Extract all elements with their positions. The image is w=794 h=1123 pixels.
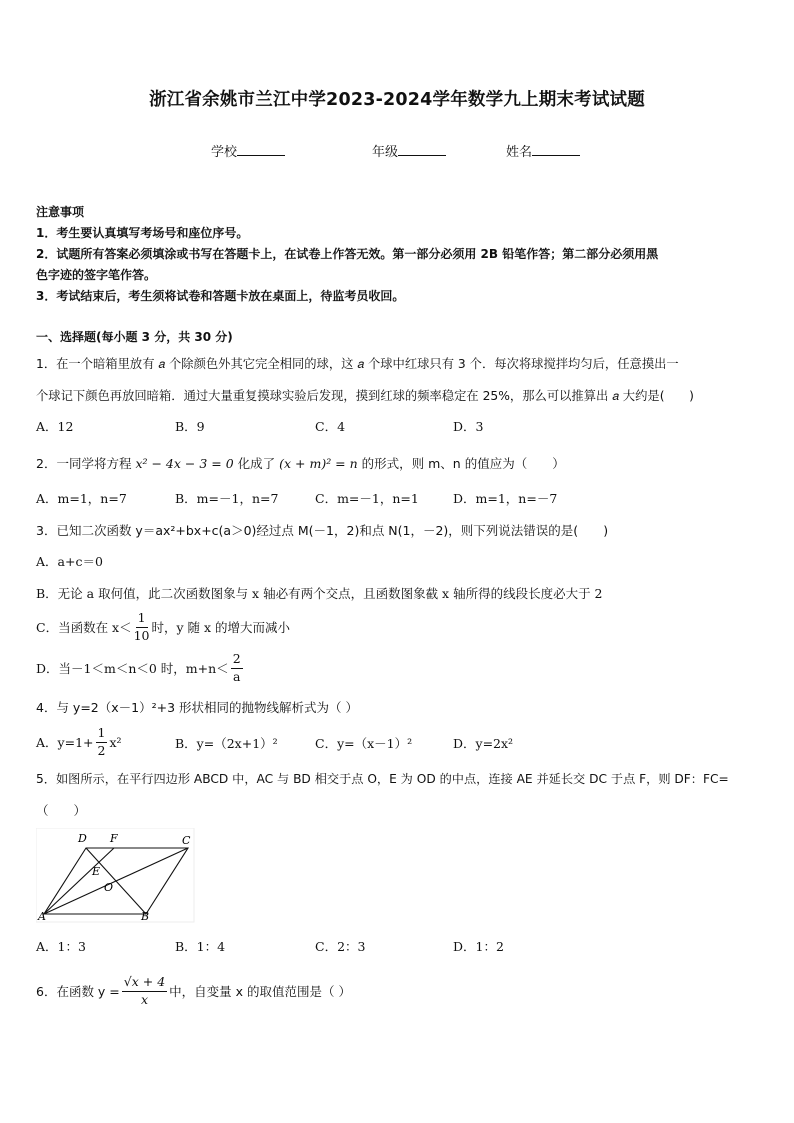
label-c: C xyxy=(182,834,191,847)
q3-c-post: 时，y 随 x 的增大而减小 xyxy=(151,620,291,635)
q3-d-fraction xyxy=(231,653,243,683)
q4-option-a xyxy=(36,724,122,760)
parallelogram-figure xyxy=(36,828,196,924)
q4-a-post: x² xyxy=(109,734,122,750)
q6-post: 中，自变量 x 的取值范围是（ ） xyxy=(169,984,351,999)
notice-item: 色字迹的签字笔作答。 xyxy=(36,268,157,282)
q6-pre: 6．在函数 y = xyxy=(36,984,120,999)
q2-equation: x² − 4x − 3 = 0 xyxy=(135,456,234,471)
q1-option-d: D．3 xyxy=(453,419,484,434)
name-blank xyxy=(532,143,580,156)
q1-option-b: B．9 xyxy=(175,419,205,434)
name-label: 姓名 xyxy=(506,145,533,160)
q1-stem-line2: 个球记下颜色再放回暗箱．通过大量重复摸球实验后发现，摸到红球的频率稳定在 25%，那么可以推算出 𝑎 大约是( ) xyxy=(36,389,694,403)
school-field xyxy=(211,141,285,160)
q3-option-a: A．a+c＝0 xyxy=(36,554,103,569)
q3-c-numerator: 1 xyxy=(136,612,148,628)
q4-option-d: D．y=2x² xyxy=(453,736,514,751)
q4-stem: 4．与 y=2（x－1）²+3 形状相同的抛物线解析式为（ ） xyxy=(36,700,358,715)
q6-denominator-text: x xyxy=(140,991,148,1007)
q2-prefix: 2．一同学将方程 xyxy=(36,456,136,471)
q6-numerator-text: √x + 4 xyxy=(123,974,166,989)
q4-option-b: B．y=（2x+1）² xyxy=(175,736,278,751)
q3-c-pre: C．当函数在 x＜ xyxy=(36,620,132,635)
q2-mid: 化成了 xyxy=(233,456,280,471)
q2-option-d: D．m=1，n=－7 xyxy=(453,491,558,506)
q3-c-denominator: 10 xyxy=(133,627,150,643)
q6-fraction xyxy=(122,976,167,1006)
name-field xyxy=(506,141,580,160)
q5-stem-line2: （ ） xyxy=(36,803,87,818)
q1-option-c: C．4 xyxy=(315,419,346,434)
q5-stem-line1: 5．如图所示，在平行四边形 ABCD 中，AC 与 BD 相交于点 O，E 为 OD 的中点，连接 AE 并延长交 DC 于点 F，则 DF：FC= xyxy=(36,772,729,786)
q2-option-b: B．m=－1，n=7 xyxy=(175,491,279,506)
q2-option-c: C．m=－1，n=1 xyxy=(315,491,419,506)
notice-item: 1．考生要认真填写考场号和座位序号。 xyxy=(36,226,249,240)
label-f: F xyxy=(110,832,118,845)
grade-field xyxy=(372,141,446,160)
school-blank xyxy=(237,143,285,156)
q6-stem xyxy=(36,970,351,1012)
label-e: E xyxy=(92,865,101,878)
q4-a-denominator: 2 xyxy=(97,742,106,758)
q2-suffix: 的形式，则 m、n 的值应为（ ） xyxy=(357,456,565,471)
q3-c-fraction xyxy=(134,612,150,642)
school-label: 学校 xyxy=(211,145,238,160)
q3-d-numerator: 2 xyxy=(231,653,243,669)
q3-option-d xyxy=(36,650,245,686)
q2-option-a: A．m=1，n=7 xyxy=(36,491,127,506)
q5-option-a: A．1：3 xyxy=(36,939,86,954)
q3-option-c xyxy=(36,610,290,644)
notice-item: 2．试题所有答案必须填涂或书写在答题卡上，在试卷上作答无效。第一部分必须用 2B 铅笔作答；第二部分必须用黑 xyxy=(36,247,659,261)
q4-a-numerator: 1 xyxy=(96,727,108,743)
label-a: A xyxy=(38,910,46,923)
grade-label: 年级 xyxy=(372,145,399,160)
q4-a-fraction xyxy=(96,727,108,757)
page-title: 浙江省余姚市兰江中学2023-2024学年数学九上期末考试试题 xyxy=(149,90,645,110)
q3-stem: 3．已知二次函数 y＝ax²+bx+c(a＞0)经过点 M(－1，2)和点 N(1，－2)，则下列说法错误的是( ) xyxy=(36,523,609,538)
label-b: B xyxy=(141,910,150,923)
q2-stem xyxy=(36,454,565,472)
q5-option-c: C．2：3 xyxy=(315,939,366,954)
notice-item: 3．考试结束后，考生须将试卷和答题卡放在桌面上，待监考员收回。 xyxy=(36,289,405,303)
q1-option-a: A．12 xyxy=(36,419,74,434)
q6-numerator xyxy=(122,976,167,992)
label-o: O xyxy=(104,881,114,894)
notice-heading: 注意事项 xyxy=(36,205,85,219)
q3-d-pre: D．当－1＜m＜n＜0 时，m+n＜ xyxy=(36,661,229,676)
q2-form: (x + m)² = n xyxy=(279,456,358,471)
q3-d-denominator: a xyxy=(232,668,241,684)
section-heading: 一、选择题(每小题 3 分，共 30 分) xyxy=(36,330,233,344)
label-d: D xyxy=(78,832,87,845)
q3-option-b: B．无论 a 取何值，此二次函数图象与 x 轴必有两个交点，且函数图象截 x 轴所得的线段长度必大于 2 xyxy=(36,586,603,601)
q4-a-pre: A．y=1+ xyxy=(36,735,94,750)
q6-denominator xyxy=(141,992,148,1007)
grade-blank xyxy=(398,143,446,156)
q4-option-c: C．y=（x－1）² xyxy=(315,736,413,751)
q1-stem-line1: 1．在一个暗箱里放有 𝑎 个除颜色外其它完全相同的球，这 𝑎 个球中红球只有 3 个．每次将球搅拌均匀后，任意摸出一 xyxy=(36,357,679,371)
q5-option-d: D．1：2 xyxy=(453,939,504,954)
q5-option-b: B．1：4 xyxy=(175,939,226,954)
